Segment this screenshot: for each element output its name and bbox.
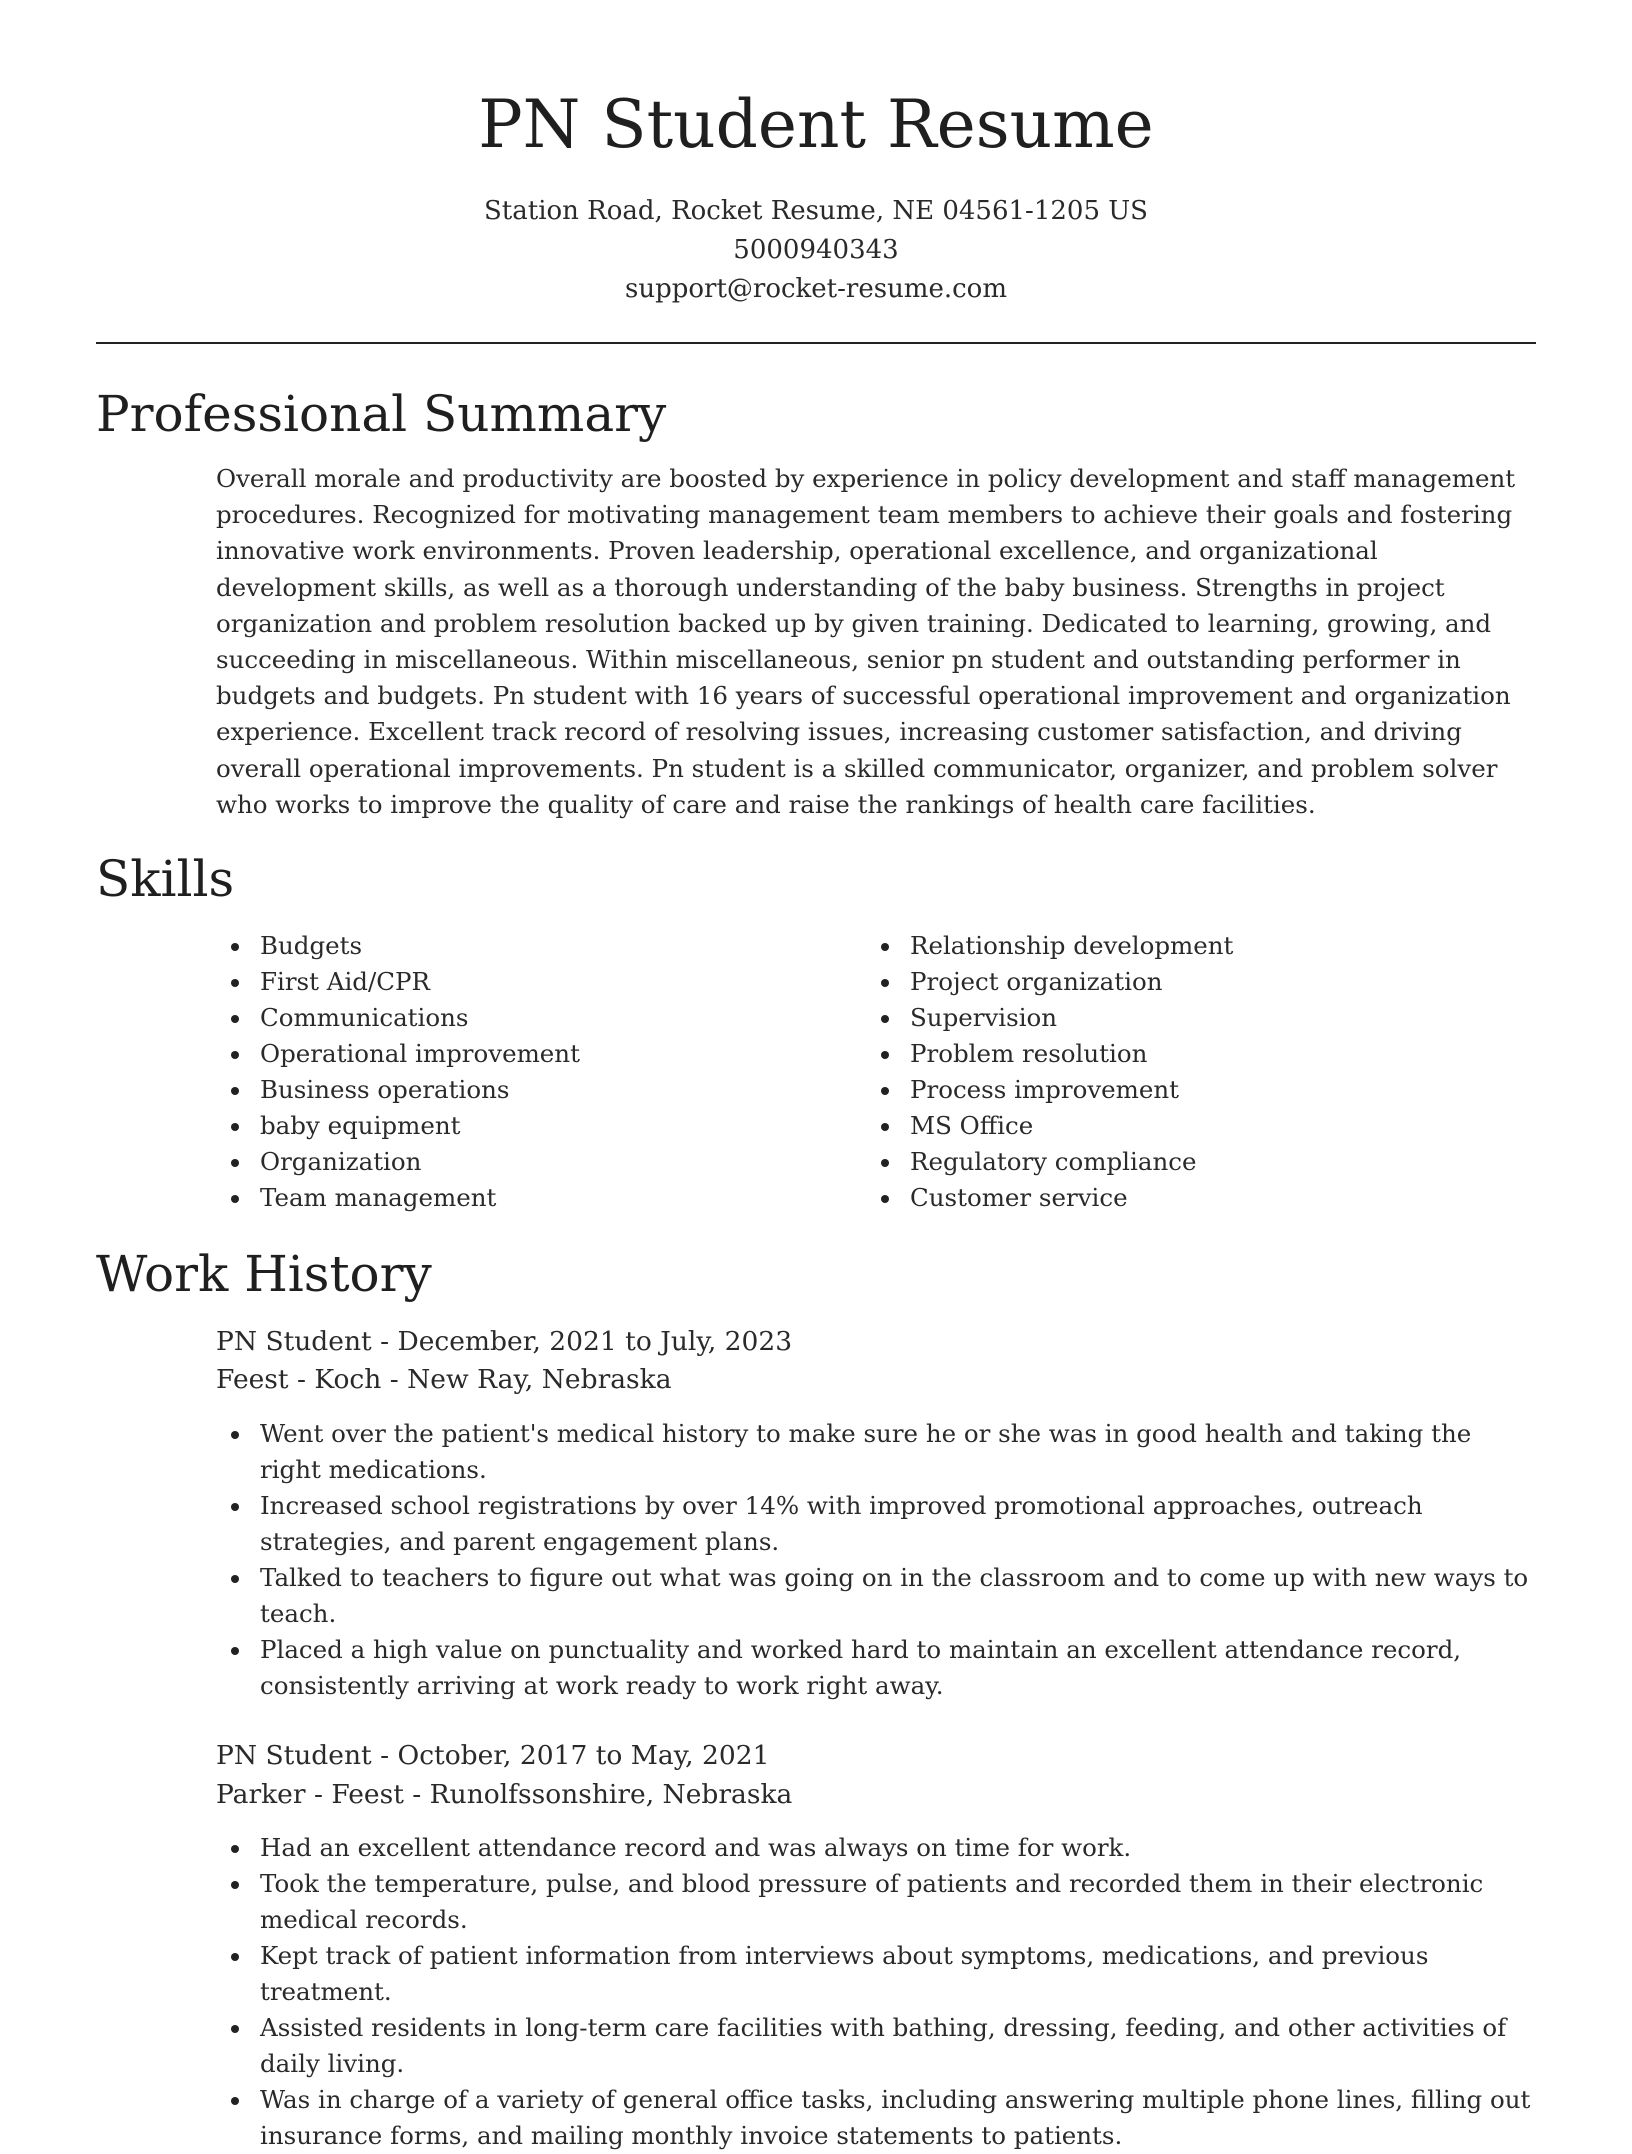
contact-block — [0, 192, 1632, 309]
skill-item: Operational improvement — [260, 1036, 860, 1072]
job-bullet: Placed a high value on punctuality and worked hard to maintain an excellent attendance record, consistently arriving at work ready to work right away. — [260, 1632, 1536, 1704]
summary-heading: Professional Summary — [96, 385, 667, 443]
job-bullet: Kept track of patient information from interviews about symptoms, medications, and previous treatment. — [260, 1938, 1536, 2010]
skill-item: First Aid/CPR — [260, 964, 860, 1000]
job-bullet: Went over the patient's medical history to make sure he or she was in good health and taking the right medications. — [260, 1416, 1536, 1488]
job-bullets — [260, 1830, 1536, 2154]
skill-item: Relationship development — [910, 928, 1530, 964]
skill-item: Budgets — [260, 928, 860, 964]
work-history-heading: Work History — [96, 1245, 432, 1303]
job-bullet: Had an excellent attendance record and was always on time for work. — [260, 1830, 1536, 1866]
skill-item: Customer service — [910, 1180, 1530, 1216]
summary-text: Overall morale and productivity are boosted by experience in policy development and staff management procedures. Recognized for motivating management team members to achieve their goals and fostering innovative work environments. Proven leadership, operational excellence, and organizational development skills, as well as a thorough understanding of the baby business. Strengths in project organization and problem resolution backed up by given training. Dedicated to learning, growing, and succeeding in miscellaneous. Within miscellaneous, senior pn student and outstanding performer in budgets and budgets. Pn student with 16 years of successful operational improvement and organization experience. Excellent track record of resolving issues, increasing customer satisfaction, and driving overall operational improvements. Pn student is a skilled communicator, organizer, and problem solver who works to improve the quality of care and raise the rankings of health care facilities. — [216, 464, 1516, 819]
job-bullet: Was in charge of a variety of general office tasks, including answering multiple phone lines, filling out insurance forms, and mailing monthly invoice statements to patients. — [260, 2082, 1536, 2154]
address: Station Road, Rocket Resume, NE 04561-1205 US — [483, 196, 1148, 226]
skill-item: Team management — [260, 1180, 860, 1216]
skill-item: Process improvement — [910, 1072, 1530, 1108]
job-bullets — [260, 1416, 1536, 1704]
header-divider — [96, 342, 1536, 344]
job-company: Parker - Feest - Runolfssonshire, Nebraska — [216, 1779, 793, 1810]
skill-item: MS Office — [910, 1108, 1530, 1144]
skills-list-right — [910, 928, 1530, 1216]
job-bullet: Took the temperature, pulse, and blood pressure of patients and recorded them in their electronic medical records. — [260, 1866, 1536, 1938]
skill-item: Organization — [260, 1144, 860, 1180]
skills-heading: Skills — [96, 850, 235, 908]
email-address: support@rocket-resume.com — [624, 274, 1007, 304]
skill-item: baby equipment — [260, 1108, 860, 1144]
skills-list-left — [260, 928, 860, 1216]
skill-item: Business operations — [260, 1072, 860, 1108]
skill-item: Regulatory compliance — [910, 1144, 1530, 1180]
job-bullet: Increased school registrations by over 14% with improved promotional approaches, outreach strategies, and parent engagement plans. — [260, 1488, 1536, 1560]
job-title: PN Student - December, 2021 to July, 2023 — [216, 1326, 793, 1357]
job-company: Feest - Koch - New Ray, Nebraska — [216, 1364, 672, 1395]
skill-item: Supervision — [910, 1000, 1530, 1036]
job-bullet: Assisted residents in long-term care facilities with bathing, dressing, feeding, and other activities of daily living. — [260, 2010, 1536, 2082]
phone-number: 5000940343 — [733, 235, 899, 265]
skill-item: Problem resolution — [910, 1036, 1530, 1072]
skill-item: Communications — [260, 1000, 860, 1036]
resume-title: PN Student Resume — [478, 86, 1154, 163]
skill-item: Project organization — [910, 964, 1530, 1000]
job-title: PN Student - October, 2017 to May, 2021 — [216, 1740, 770, 1771]
job-bullet: Talked to teachers to figure out what was going on in the classroom and to come up with new ways to teach. — [260, 1560, 1536, 1632]
